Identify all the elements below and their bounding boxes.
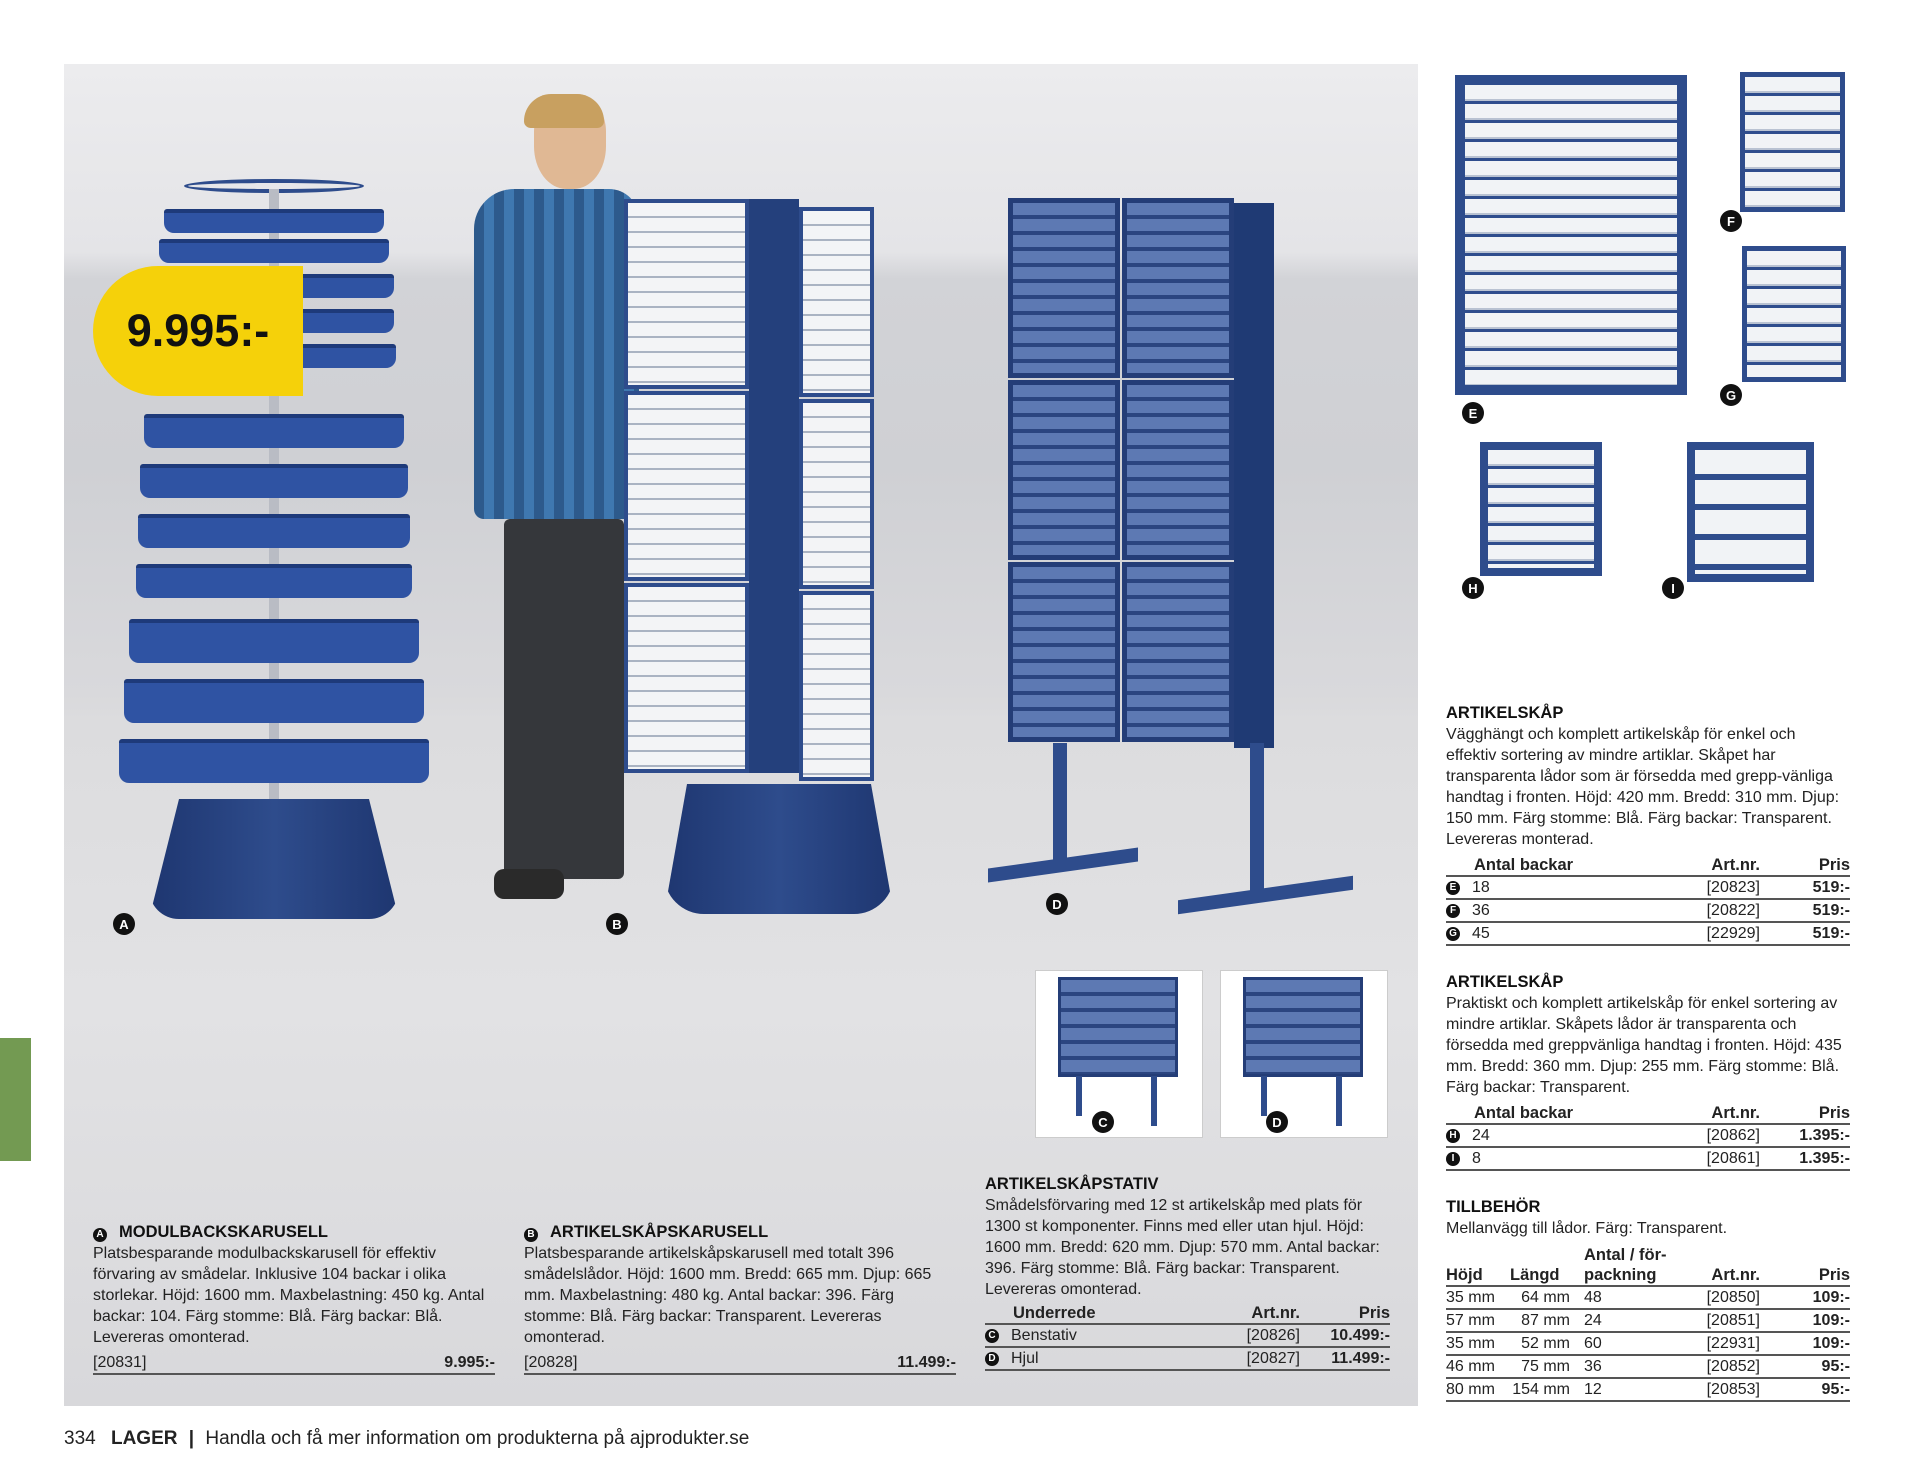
- col-artnr: Art.nr.: [1711, 856, 1760, 874]
- skap2-info: [1446, 972, 1850, 1171]
- col-antal: Antal / för-packning: [1584, 1246, 1667, 1284]
- col-langd: Längd: [1510, 1266, 1560, 1284]
- table-row: [985, 1325, 1390, 1348]
- hero-photo: [64, 64, 1418, 1406]
- label-b: B: [606, 913, 628, 935]
- cabinet-h-image: [1480, 442, 1602, 576]
- product-b-price: 11.499:-: [897, 1354, 956, 1371]
- tillbehor-title: TILLBEHÖR: [1446, 1198, 1541, 1216]
- price: 109:-: [1812, 1312, 1850, 1329]
- product-stativ-info: [985, 1174, 1390, 1371]
- section-name: LAGER: [110, 1428, 178, 1449]
- cabinet-e-image: [1455, 75, 1687, 395]
- antal: 60: [1584, 1335, 1602, 1352]
- skap2-title: ARTIKELSKÅP: [1446, 973, 1564, 991]
- col-pris: Pris: [1818, 1266, 1850, 1284]
- product-a-art: [20831]: [93, 1354, 147, 1371]
- cabinet-f-image: [1740, 72, 1845, 212]
- langd: 64 mm: [1521, 1289, 1570, 1306]
- marker-b: B: [524, 1228, 538, 1242]
- product-b-info: [524, 1222, 956, 1375]
- col-artnr: Art.nr.: [1251, 1304, 1300, 1322]
- cabinet-i-image: [1687, 442, 1814, 582]
- underrede-name: Benstativ: [1011, 1327, 1077, 1344]
- art-nr: [22929]: [1706, 925, 1760, 942]
- product-d-stand-image: [978, 198, 1358, 948]
- hojd: 80 mm: [1446, 1381, 1495, 1398]
- antal: 48: [1584, 1289, 1602, 1306]
- marker-i: I: [1446, 1152, 1460, 1166]
- table-row: [1446, 923, 1850, 946]
- col-pris: Pris: [1818, 1104, 1850, 1122]
- marker-d: D: [985, 1352, 999, 1366]
- label-f: F: [1720, 210, 1742, 232]
- marker-e: E: [1446, 881, 1460, 895]
- underrede-name: Hjul: [1011, 1350, 1039, 1367]
- antal: 12: [1584, 1381, 1602, 1398]
- hojd: 57 mm: [1446, 1312, 1495, 1329]
- tillbehor-info: [1446, 1197, 1850, 1402]
- label-d: D: [1046, 893, 1068, 915]
- col-antal: Antal backar: [1474, 1104, 1574, 1122]
- art-nr: [20850]: [1706, 1289, 1760, 1306]
- label-h: H: [1462, 577, 1484, 599]
- label-c: C: [1092, 1111, 1114, 1133]
- price: 95:-: [1821, 1381, 1850, 1398]
- table-row: [1446, 877, 1850, 900]
- thumbnail-c-benstativ[interactable]: [1035, 970, 1203, 1138]
- langd: 52 mm: [1521, 1335, 1570, 1352]
- footer-separator: |: [188, 1428, 195, 1449]
- label-i: I: [1662, 577, 1684, 599]
- table-row: [985, 1348, 1390, 1371]
- product-a-info: [93, 1222, 495, 1375]
- col-underrede: Underrede: [1013, 1304, 1096, 1322]
- thumbnail-d-hjul[interactable]: [1220, 970, 1388, 1138]
- antal: 36: [1584, 1358, 1602, 1375]
- antal: 8: [1472, 1150, 1481, 1167]
- price: 109:-: [1812, 1335, 1850, 1352]
- price: 1.395:-: [1799, 1150, 1850, 1167]
- hojd: 35 mm: [1446, 1335, 1495, 1352]
- price: 519:-: [1812, 879, 1850, 896]
- product-b-art: [20828]: [524, 1354, 578, 1371]
- page-number: 334: [64, 1428, 96, 1449]
- langd: 154 mm: [1512, 1381, 1570, 1398]
- price: 109:-: [1812, 1289, 1850, 1306]
- hojd: 46 mm: [1446, 1358, 1495, 1375]
- price: 519:-: [1812, 902, 1850, 919]
- price: 519:-: [1812, 925, 1850, 942]
- price: 11.499:-: [1331, 1350, 1390, 1367]
- price-badge: 9.995:-: [93, 266, 303, 396]
- marker-g: G: [1446, 927, 1460, 941]
- stativ-desc: Smådelsförvaring med 12 st artikelskåp med plats för 1300 st komponenter. Finns med eller utan hjul. Höjd: 1600 mm. Bredd: 620 mm. Djup: 570 mm. Antal backar: 396. Färg stomme: Blå. Färg backar: Transparent. Levereras omonterad.: [985, 1197, 1380, 1298]
- marker-f: F: [1446, 904, 1460, 918]
- price: 10.499:-: [1330, 1327, 1390, 1344]
- product-a-price: 9.995:-: [444, 1354, 495, 1371]
- table-row: [1446, 1356, 1850, 1379]
- table-row: [1446, 900, 1850, 923]
- marker-c: C: [985, 1329, 999, 1343]
- art-nr: [20862]: [1706, 1127, 1760, 1144]
- skap2-desc: Praktiskt och komplett artikelskåp för enkel sortering av mindre artiklar. Skåpets lådor är transparenta och försedda med greppvänliga handtag i fronten. Höjd: 435 mm. Bredd: 360 mm. Djup: 255 mm. Färg stomme: Blå. Färg backar: Transparent.: [1446, 995, 1842, 1096]
- label-d-thumb: D: [1266, 1111, 1288, 1133]
- antal: 36: [1472, 902, 1490, 919]
- art-nr: [20826]: [1246, 1327, 1300, 1344]
- tillbehor-desc: Mellanvägg till lådor. Färg: Transparent.: [1446, 1220, 1728, 1237]
- col-pris: Pris: [1818, 856, 1850, 874]
- table-row: [1446, 1333, 1850, 1356]
- langd: 75 mm: [1521, 1358, 1570, 1375]
- art-nr: [20852]: [1706, 1358, 1760, 1375]
- page-footer: [64, 1428, 749, 1450]
- marker-a: A: [93, 1228, 107, 1242]
- langd: 87 mm: [1521, 1312, 1570, 1329]
- col-pris: Pris: [1358, 1304, 1390, 1322]
- cabinet-g-image: [1742, 246, 1846, 382]
- art-nr: [20861]: [1706, 1150, 1760, 1167]
- col-artnr: Art.nr.: [1711, 1266, 1760, 1284]
- section-tab: [0, 1038, 31, 1161]
- product-b-cabinet-carousel-image: [624, 199, 924, 999]
- antal: 24: [1472, 1127, 1490, 1144]
- skap1-title: ARTIKELSKÅP: [1446, 704, 1564, 722]
- col-hojd: Höjd: [1446, 1266, 1483, 1284]
- price: 1.395:-: [1799, 1127, 1850, 1144]
- hojd: 35 mm: [1446, 1289, 1495, 1306]
- col-antal: Antal backar: [1474, 856, 1574, 874]
- footer-text: Handla och få mer information om produkterna på ajprodukter.se: [205, 1428, 750, 1449]
- art-nr: [20827]: [1246, 1350, 1300, 1367]
- skap1-info: [1446, 703, 1850, 946]
- antal: 18: [1472, 879, 1490, 896]
- art-nr: [20822]: [1706, 902, 1760, 919]
- product-a-desc: Platsbesparande modulbackskarusell för effektiv förvaring av smådelar. Inklusive 104 backar i olika storlekar. Höjd: 1600 mm. Maxbelastning: 450 kg. Antal backar: 104. Färg stomme: Blå. Färg backar: Blå. Levereras omonterad.: [93, 1245, 485, 1346]
- table-row: [1446, 1125, 1850, 1148]
- art-nr: [20851]: [1706, 1312, 1760, 1329]
- stativ-title: ARTIKELSKÅPSTATIV: [985, 1175, 1159, 1193]
- art-nr: [22931]: [1706, 1335, 1760, 1352]
- product-a-title: MODULBACKSKARUSELL: [119, 1223, 328, 1241]
- label-e: E: [1462, 402, 1484, 424]
- label-a: A: [113, 913, 135, 935]
- table-row: [1446, 1310, 1850, 1333]
- col-artnr: Art.nr.: [1711, 1104, 1760, 1122]
- table-row: [1446, 1379, 1850, 1402]
- product-b-title: ARTIKELSKÅPSKARUSELL: [550, 1223, 769, 1241]
- antal: 24: [1584, 1312, 1602, 1329]
- table-row: [1446, 1148, 1850, 1171]
- skap1-desc: Vägghängt och komplett artikelskåp för enkel och effektiv sortering av mindre artiklar. Skåpet har transparenta lådor som är försedda med grepp-vänliga handtag i fronten. Höjd: 420 mm. Bredd: 310 mm. Djup: 150 mm. Färg stomme: Blå. Färg backar: Transparent. Levereras monterad.: [1446, 726, 1840, 848]
- antal: 45: [1472, 925, 1490, 942]
- art-nr: [20853]: [1706, 1381, 1760, 1398]
- product-b-desc: Platsbesparande artikelskåpskarusell med totalt 396 smådelslådor. Höjd: 1600 mm. Bredd: 665 mm. Djup: 665 mm. Maxbelastning: 480 kg. Antal backar: 396. Färg stomme: Blå. Färg backar: Transparent. Levereras omonterad.: [524, 1245, 932, 1346]
- table-row: [1446, 1287, 1850, 1310]
- art-nr: [20823]: [1706, 879, 1760, 896]
- label-g: G: [1720, 384, 1742, 406]
- price: 95:-: [1821, 1358, 1850, 1375]
- marker-h: H: [1446, 1129, 1460, 1143]
